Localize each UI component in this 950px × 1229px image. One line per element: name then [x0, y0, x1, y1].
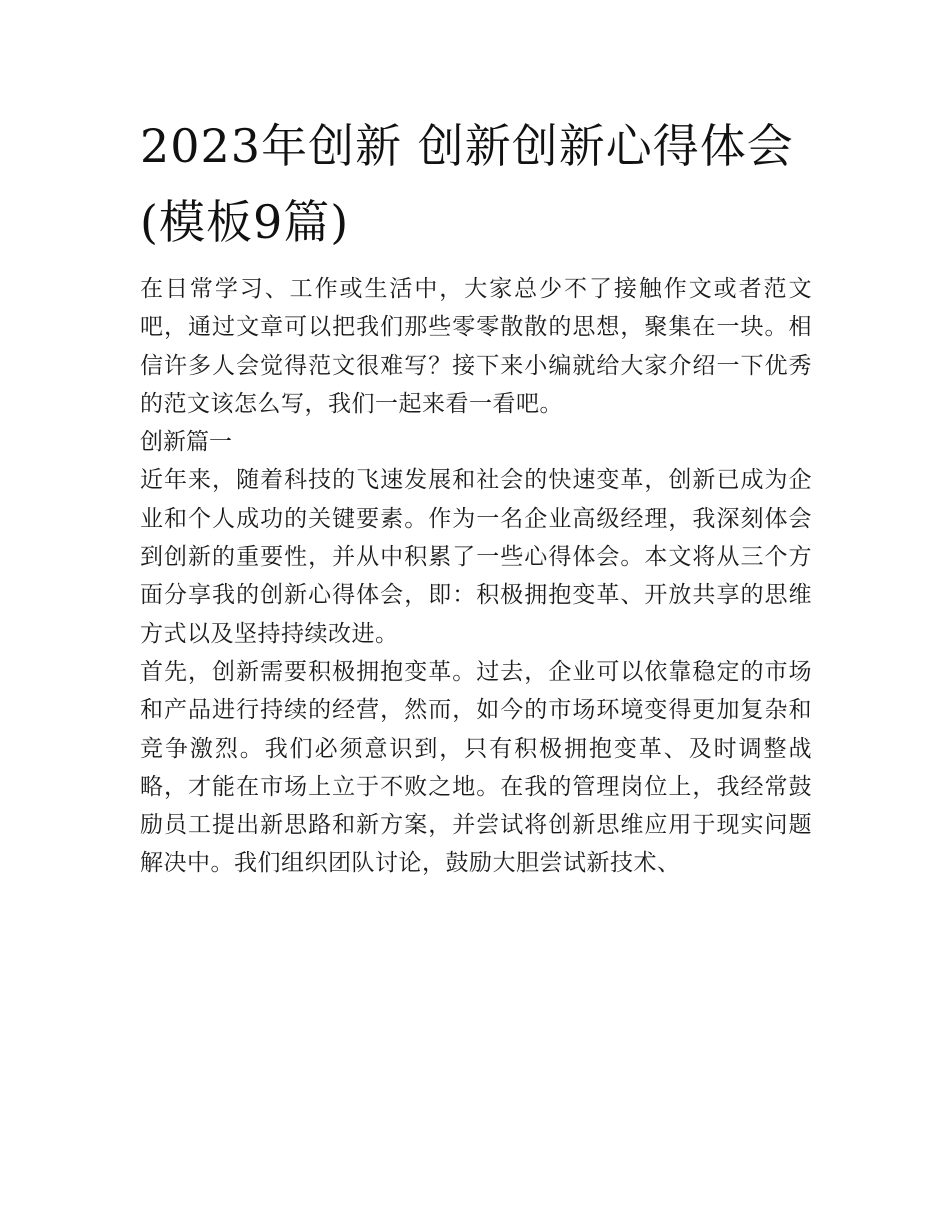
document-content	[140, 108, 812, 883]
body-paragraph-1: 近年来，随着科技的飞速发展和社会的快速变革，创新已成为企业和个人成功的关键要素。作为一名企业高级经理，我深刻体会到创新的重要性，并从中积累了一些心得体会。本文将从三个方面分享我的创新心得体会，即：积极拥抱变革、开放共享的思维方式以及坚持持续改进。	[140, 467, 812, 647]
intro-paragraph: 在日常学习、工作或生活中，大家总少不了接触作文或者范文吧，通过文章可以把我们那些零零散散的思想，聚集在一块。相信许多人会觉得范文很难写？接下来小编就给大家介绍一下优秀的范文该怎么写，我们一起来看一看吧。	[140, 276, 812, 417]
document-title: 2023年创新 创新创新心得体会(模板9篇)	[140, 119, 794, 249]
section-heading: 创新篇一	[140, 429, 232, 456]
body-paragraph-2: 首先，创新需要积极拥抱变革。过去，企业可以依靠稳定的市场和产品进行持续的经营，然而，如今的市场环境变得更加复杂和竞争激烈。我们必须意识到，只有积极拥抱变革、及时调整战略，才能在市场上立于不败之地。在我的管理岗位上，我经常鼓励员工提出新思路和新方案，并尝试将创新思维应用于现实问题解决中。我们组织团队讨论，鼓励大胆尝试新技术、	[140, 658, 812, 877]
